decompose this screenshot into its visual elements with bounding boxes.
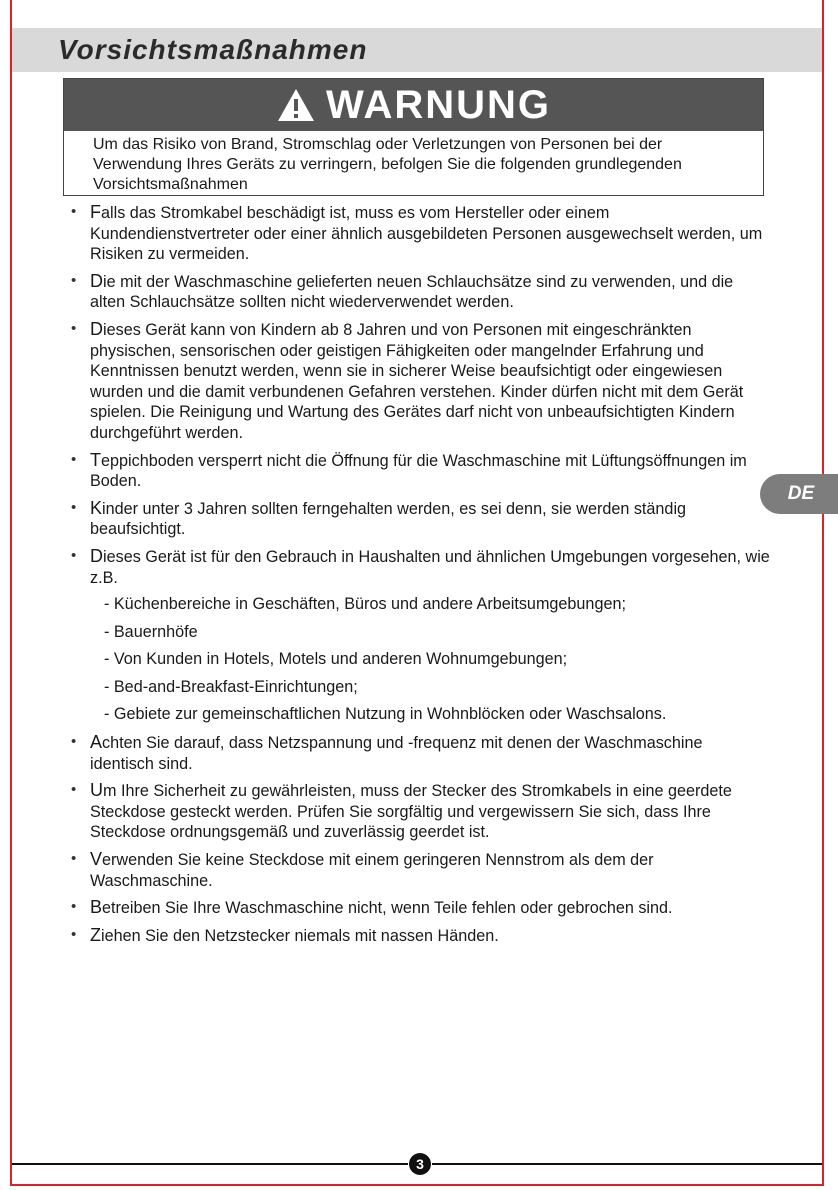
- list-item: • Betreiben Sie Ihre Waschmaschine nicht, wenn Teile fehlen oder gebrochen sind.: [70, 897, 770, 919]
- list-item: • Verwenden Sie keine Steckdose mit einem geringeren Nennstrom als dem der Waschmaschine.: [70, 849, 770, 891]
- page-number: 3: [409, 1153, 431, 1175]
- footer-rule-left: [12, 1163, 408, 1165]
- list-item: • Achten Sie darauf, dass Netzspannung und -frequenz mit denen der Waschmaschine identisch sind.: [70, 732, 770, 774]
- warning-intro: Um das Risiko von Brand, Stromschlag oder Verletzungen von Personen bei der Verwendung Ihres Geräts zu verringern, befolgen Sie die folgenden grundlegenden Vorsichtsmaßnahmen: [93, 136, 682, 193]
- footer-rule-right: [432, 1163, 822, 1165]
- sub-list-item: - Von Kunden in Hotels, Motels und anderen Wohnumgebungen;: [104, 650, 568, 669]
- list-item: • Die mit der Waschmaschine gelieferten neuen Schlauchsätze sind zu verwenden, und die alten Schlauchsätze sollten nicht wiederverwendet werden.: [70, 271, 770, 313]
- list-item: • Falls das Stromkabel beschädigt ist, muss es vom Hersteller oder einem Kundendienstvertreter oder einer ähnlich ausgebildeten Personen ausgewechselt werden, um Risiken zu vermeiden.: [70, 202, 770, 265]
- warning-heading: WARNUNG: [325, 82, 552, 127]
- warning-triangle-icon: [276, 87, 316, 123]
- warning-header: [64, 79, 763, 131]
- sub-list-item: - Bauernhöfe: [104, 622, 198, 641]
- page-title: Vorsichtsmaßnahmen: [58, 34, 368, 65]
- list-item: • Kinder unter 3 Jahren sollten ferngehalten werden, es sei denn, sie werden ständig beaufsichtigt.: [70, 498, 770, 540]
- sub-list-item: - Küchenbereiche in Geschäften, Büros und andere Arbeitsumgebungen;: [104, 595, 626, 614]
- precautions-list: [70, 202, 770, 952]
- warning-box: [63, 78, 764, 196]
- list-item: • Ziehen Sie den Netzstecker niemals mit nassen Händen.: [70, 925, 770, 947]
- list-item: • Um Ihre Sicherheit zu gewährleisten, muss der Stecker des Stromkabels in eine geerdete Steckdose gesteckt werden. Prüfen Sie sorgfältig und vergewissern Sie sich, dass Ihre Steckdose ordnungsgemäß und zuverlässig geerdet ist.: [70, 780, 770, 843]
- language-tab: DE: [760, 474, 838, 514]
- list-item: • Dieses Gerät kann von Kindern ab 8 Jahren und von Personen mit eingeschränkten physischen, sensorischen oder geistigen Fähigkeiten oder mangelnder Erfahrung und Kenntnissen benutzt werden, wenn sie in sicherer Weise beaufsichtigt oder eingewiesen wurden und die damit verbundenen Gefahren verstehen. Kinder dürfen nicht mit dem Gerät spielen. Die Reinigung und Wartung des Gerätes darf nicht von unbeaufsichtigten Kindern durchgeführt werden.: [70, 319, 770, 444]
- list-item: • Teppichboden versperrt nicht die Öffnung für die Waschmaschine mit Lüftungsöffnungen im Boden.: [70, 450, 770, 492]
- list-item: • Dieses Gerät ist für den Gebrauch in Haushalten und ähnlichen Umgebungen vorgesehen, wie z.B.: [70, 546, 770, 588]
- sub-list-item: - Bed-and-Breakfast-Einrichtungen;: [104, 677, 358, 696]
- sub-list-item: - Gebiete zur gemeinschaftlichen Nutzung in Wohnblöcken oder Waschsalons.: [104, 705, 667, 724]
